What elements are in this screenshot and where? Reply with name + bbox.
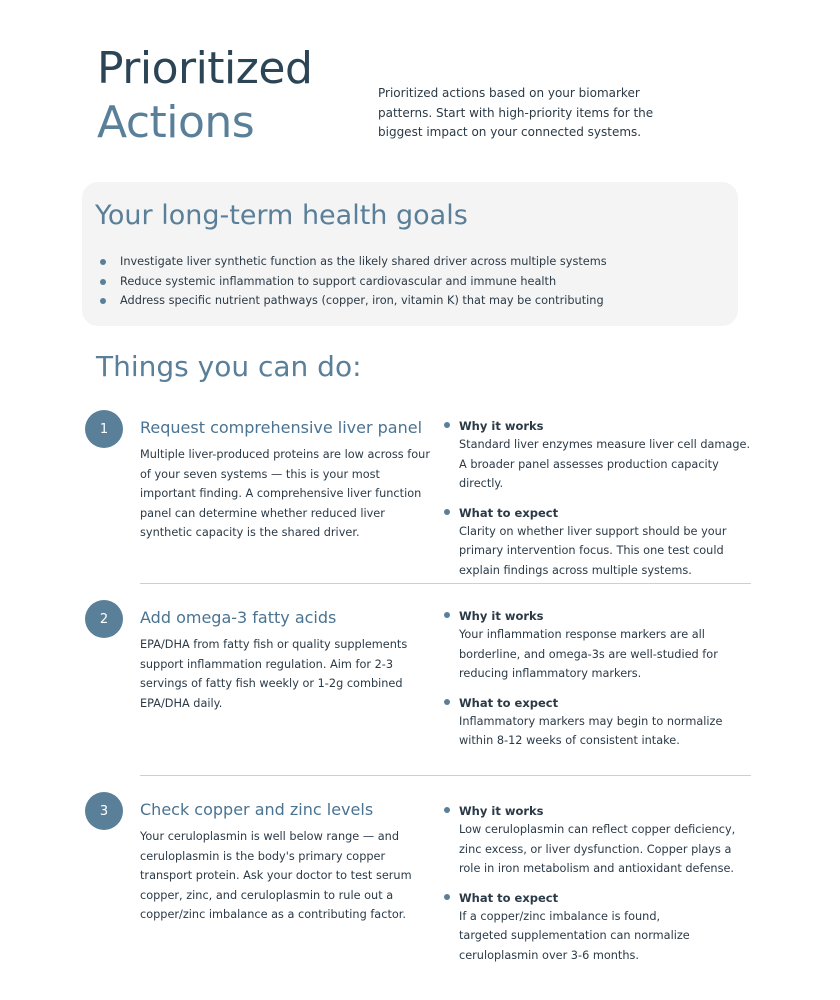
bullet-icon <box>444 509 450 515</box>
health-goals-list <box>100 252 607 311</box>
why-label: Why it works <box>459 804 544 818</box>
expect-text: Inflammatory markers may begin to normalize within 8-12 weeks of consistent intake. <box>459 714 723 747</box>
why-it-works <box>444 608 754 684</box>
why-it-works <box>444 418 754 494</box>
bullet-icon <box>444 807 450 813</box>
why-text: Standard liver enzymes measure liver cell damage. A broader panel assesses production capacity directly. <box>459 438 751 490</box>
title-line-2: Actions <box>97 97 255 148</box>
action-body: EPA/DHA from fatty fish or quality supplements support inflammation regulation. Aim for 2-3 servings of fatty fish weekly or 1-2g combined EPA/DHA daily. <box>140 638 408 710</box>
goal-item <box>100 252 607 272</box>
divider <box>140 583 751 584</box>
divider <box>140 775 751 776</box>
title-line-1: Prioritized <box>97 43 313 94</box>
action-details <box>444 608 754 762</box>
bullet-icon <box>100 259 106 265</box>
page-title <box>97 42 312 150</box>
expect-label: What to expect <box>459 890 559 905</box>
bullet-icon <box>444 699 450 705</box>
action-body: Your ceruloplasmin is well below range — and ceruloplasmin is the body's primary copper transport protein. Ask your doctor to test serum copper, zinc, and ceruloplasmin to rule out a copper/zinc imbalance as a contributing factor. <box>140 830 412 921</box>
bullet-icon <box>100 279 106 285</box>
goal-item <box>100 272 607 292</box>
why-text: Low ceruloplasmin can reflect copper deficiency, zinc excess, or liver dysfunction. Copper plays a role in iron metabolism and antioxidant defense. <box>459 823 736 875</box>
bullet-icon <box>100 298 106 304</box>
action-title: Request comprehensive liver panel <box>140 418 423 437</box>
why-label: Why it works <box>459 609 544 623</box>
health-goals-card <box>82 182 738 326</box>
goal-text: Investigate liver synthetic function as the likely shared driver across multiple systems <box>120 255 607 268</box>
step-number-badge: 1 <box>85 410 123 448</box>
action-title: Add omega-3 fatty acids <box>140 608 337 627</box>
what-to-expect <box>444 695 754 751</box>
expect-label: What to expect <box>459 505 559 520</box>
action-details <box>444 803 754 976</box>
action-details <box>444 418 754 591</box>
step-number-badge: 3 <box>85 792 123 830</box>
expect-text: Clarity on whether liver support should be your primary intervention focus. This one test could explain findings across multiple systems. <box>459 524 727 577</box>
goal-item <box>100 291 607 311</box>
bullet-icon <box>444 422 450 428</box>
what-to-expect <box>444 890 754 966</box>
bullet-icon <box>444 894 450 900</box>
expect-label: What to expect <box>459 695 559 710</box>
action-body: Multiple liver-produced proteins are low across four of your seven systems — this is your most important finding. A comprehensive liver function panel can determine whether reduced liver synthetic capacity is the shared driver. <box>140 448 430 539</box>
expect-text: If a copper/zinc imbalance is found, targeted supplementation can normalize ceruloplasmin over 3-6 months. <box>459 909 690 962</box>
page-description: Prioritized actions based on your biomarker patterns. Start with high-priority items for the biggest impact on your connected systems. <box>378 86 654 139</box>
bullet-icon <box>444 612 450 618</box>
goal-text: Reduce systemic inflammation to support cardiovascular and immune health <box>120 274 557 288</box>
what-to-expect <box>444 505 754 581</box>
why-label: Why it works <box>459 419 544 433</box>
health-goals-heading: Your long-term health goals <box>95 200 468 231</box>
why-text: Your inflammation response markers are all borderline, and omega-3s are well-studied for reducing inflammatory markers. <box>459 628 718 680</box>
action-title: Check copper and zinc levels <box>140 800 374 819</box>
why-it-works <box>444 803 754 879</box>
actions-heading: Things you can do: <box>96 350 362 383</box>
step-number-badge: 2 <box>85 600 123 638</box>
goal-text: Address specific nutrient pathways (copper, iron, vitamin K) that may be contributing <box>120 294 604 307</box>
